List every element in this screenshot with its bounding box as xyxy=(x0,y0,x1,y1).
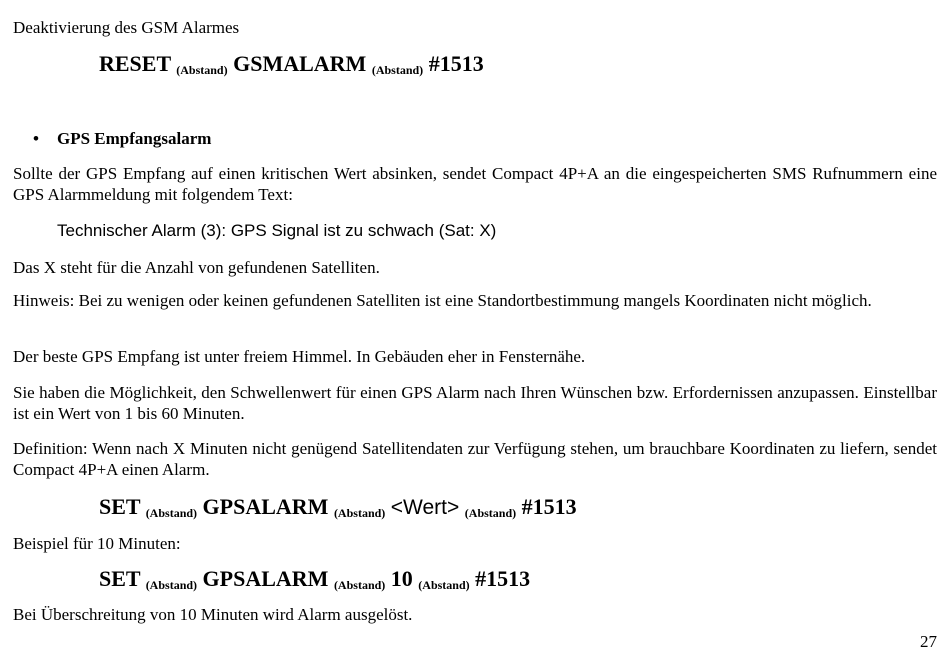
command-keyword: SET xyxy=(99,566,141,591)
set-command xyxy=(99,494,577,526)
spacer-note: (Abstand) xyxy=(371,63,424,77)
paragraph-satellites: Das X steht für die Anzahl von gefundenen Satelliten. xyxy=(13,258,380,277)
spacer-note: (Abstand) xyxy=(464,506,517,520)
paragraph-definition: Definition: Wenn nach X Minuten nicht genügend Satellitendaten zur Verfügung stehen, um brauchbare Koordinaten zu liefern, sendet Compact 4P+A einen Alarm. xyxy=(13,439,937,479)
command-keyword: GPSALARM xyxy=(202,566,329,591)
spacer-note: (Abstand) xyxy=(333,506,386,520)
spacer-note: (Abstand) xyxy=(145,578,198,592)
intro-line: Deaktivierung des GSM Alarmes xyxy=(13,18,240,37)
section-heading xyxy=(33,128,211,149)
reset-command xyxy=(99,51,484,83)
paragraph-hint: Hinweis: Bei zu wenigen oder keinen gefundenen Satelliten ist eine Standortbestimmung mangels Koordinaten nicht möglich. xyxy=(13,291,872,310)
spacer-note: (Abstand) xyxy=(145,506,198,520)
command-value: 10 xyxy=(390,566,413,591)
paragraph-threshold: Sie haben die Möglichkeit, den Schwellenwert für einen GPS Alarm nach Ihren Wünschen bzw. Erfordernissen anzupassen. Einstellbar ist ein Wert von 1 bis 60 Minuten. xyxy=(13,383,937,423)
spacer-note: (Abstand) xyxy=(176,63,228,77)
paragraph-gps-intro: Sollte der GPS Empfang auf einen kritischen Wert absinken, sendet Compact 4P+A an die eingespeicherten SMS Rufnummern eine GPS Alarmmeldung mit folgendem Text: xyxy=(13,164,937,204)
command-value: <Wert> xyxy=(390,496,460,519)
alarm-message: Technischer Alarm (3): GPS Signal ist zu schwach (Sat: X) xyxy=(57,221,497,240)
command-keyword: GSMALARM xyxy=(233,51,367,76)
command-keyword: RESET xyxy=(99,51,171,76)
bullet-icon: • xyxy=(33,129,39,148)
spacer-note: (Abstand) xyxy=(333,578,386,592)
section-title: GPS Empfangsalarm xyxy=(57,129,212,148)
spacer-note: (Abstand) xyxy=(418,578,470,592)
page-number: 27 xyxy=(920,632,937,651)
command-keyword: GPSALARM xyxy=(202,494,329,519)
closing-line: Bei Überschreitung von 10 Minuten wird Alarm ausgelöst. xyxy=(13,605,413,624)
command-code: #1513 xyxy=(428,51,484,76)
example-command xyxy=(99,566,530,598)
example-label: Beispiel für 10 Minuten: xyxy=(13,534,181,553)
command-code: #1513 xyxy=(521,494,577,519)
command-keyword: SET xyxy=(99,494,141,519)
command-code: #1513 xyxy=(475,566,531,591)
paragraph-best-reception: Der beste GPS Empfang ist unter freiem Himmel. In Gebäuden eher in Fensternähe. xyxy=(13,347,586,366)
